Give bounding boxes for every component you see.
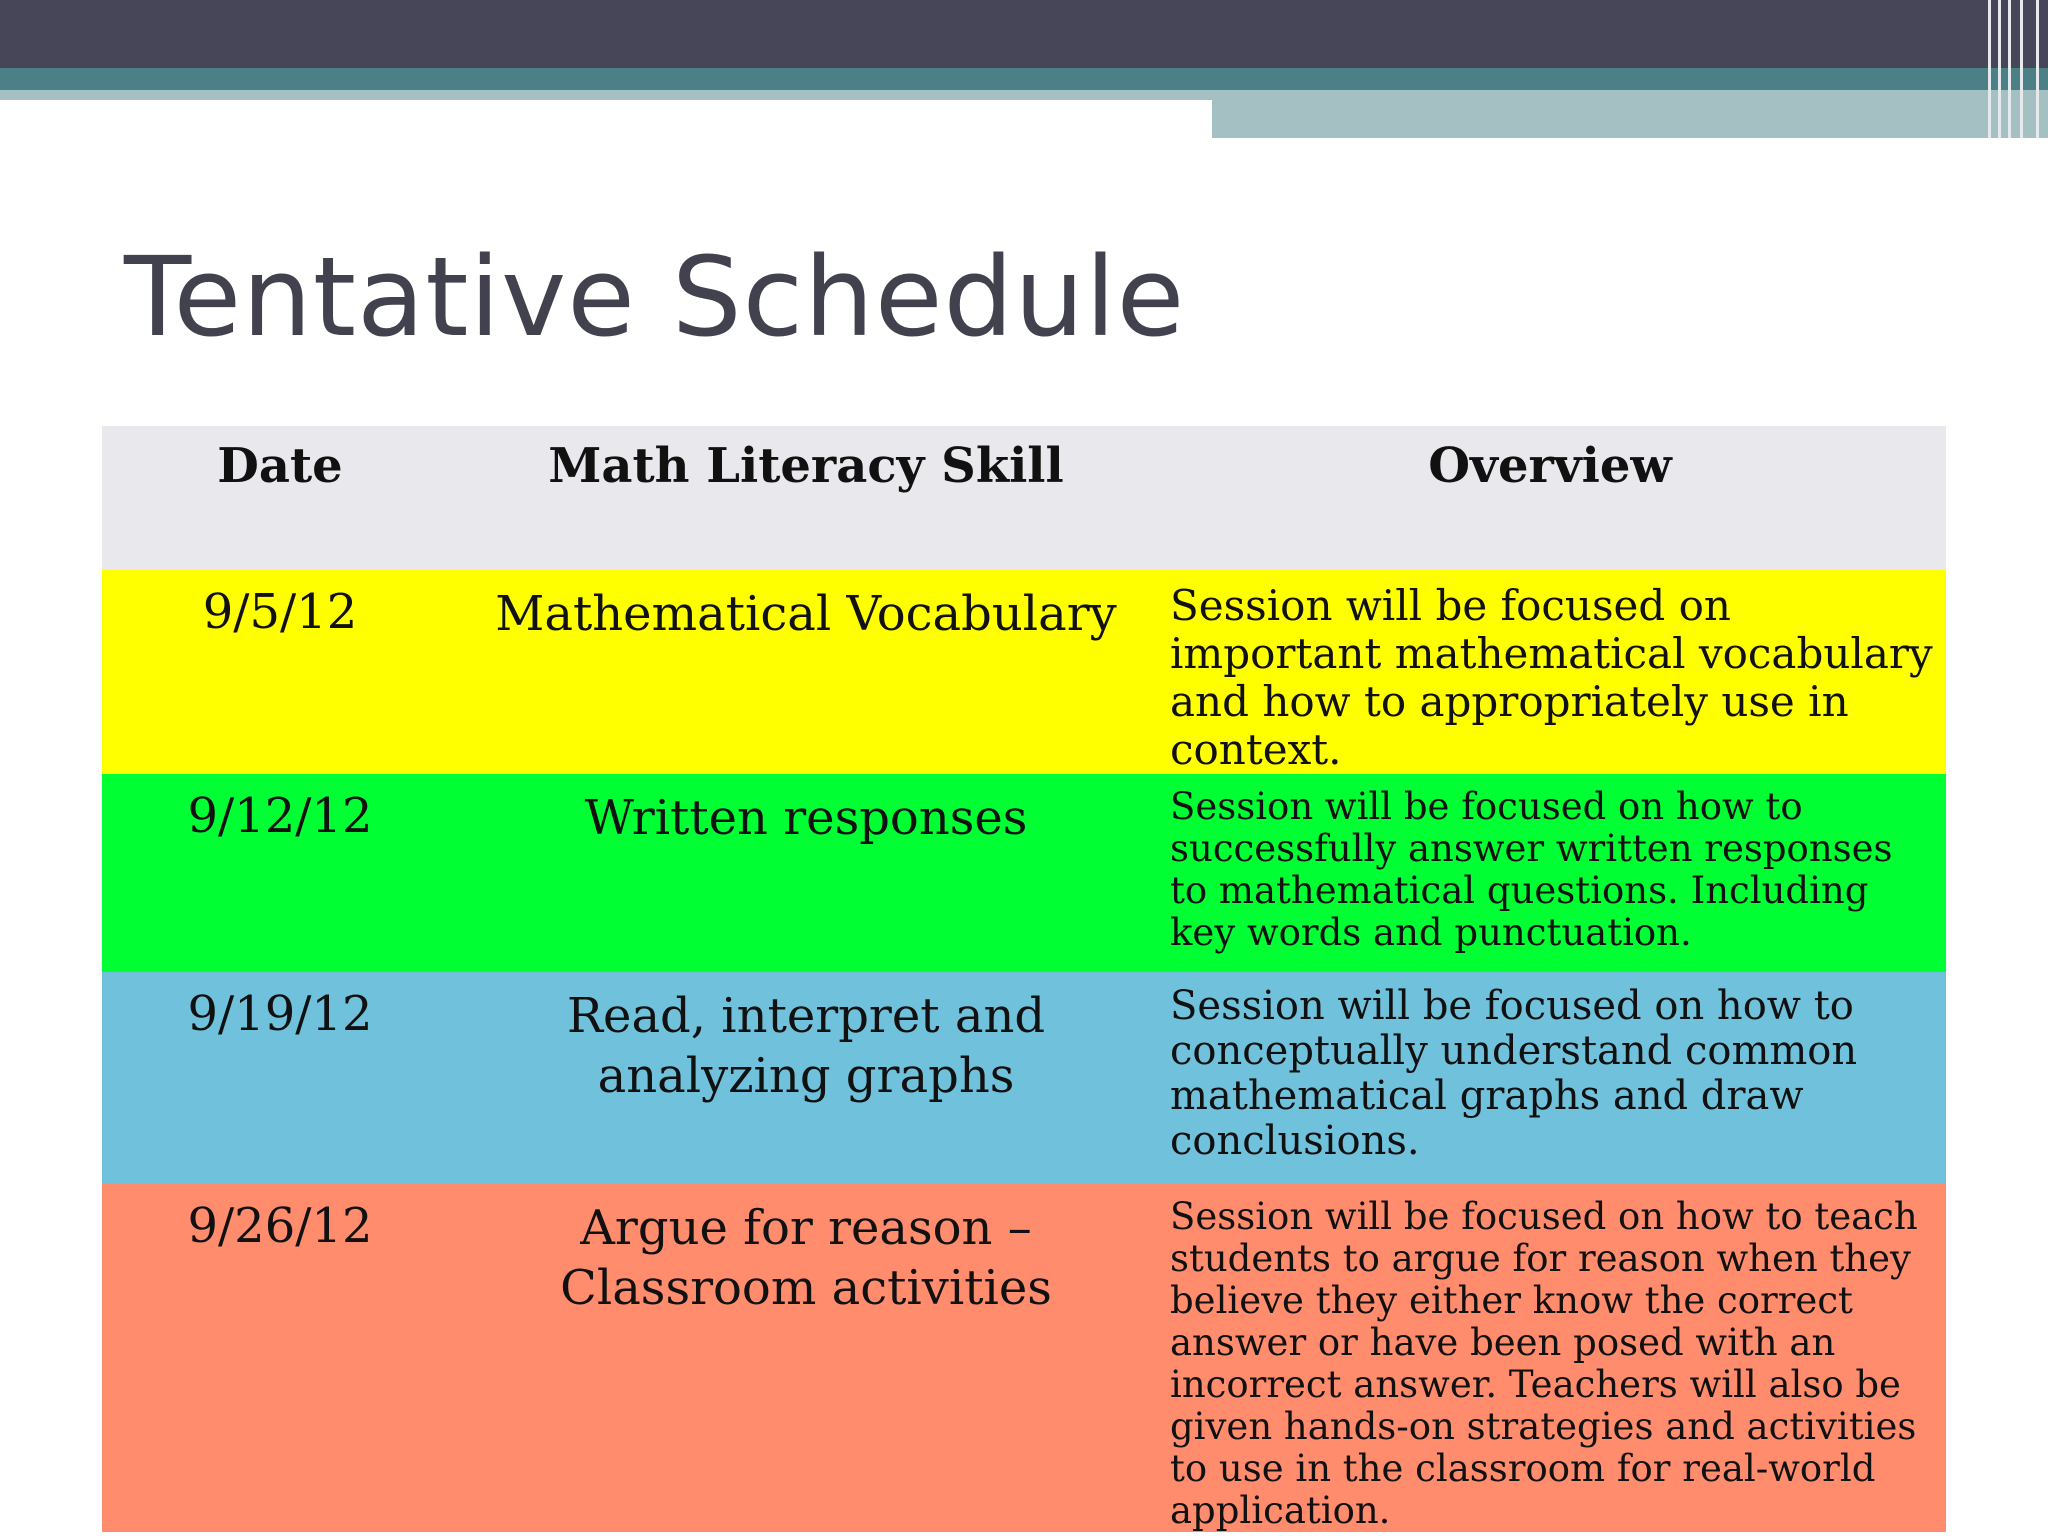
table-row — [102, 774, 1946, 972]
header-teal-bar — [0, 68, 2048, 90]
date-cell: 9/12/12 — [187, 788, 373, 844]
overview-cell: Session will be focused on how to teach students to argue for reason when they believe they either know the correct answer or have been posed with an incorrect answer. Teachers will also be given hands-on strategies and activities to use in the classroom for real-world application. — [1170, 1195, 1918, 1532]
table-row — [102, 570, 1946, 774]
skill-cell: Read, interpret and analyzing graphs — [566, 988, 1046, 1104]
skill-cell: Argue for reason – Classroom activities — [560, 1200, 1052, 1316]
table-row — [102, 972, 1946, 1184]
date-cell: 9/5/12 — [202, 584, 358, 640]
header-light-bar-left — [0, 90, 1212, 100]
header-math-literacy-skill: Math Literacy Skill — [458, 426, 1154, 570]
header-light-bar-right — [1212, 90, 2048, 138]
date-cell: 9/26/12 — [187, 1198, 373, 1254]
slide-title: Tentative Schedule — [124, 233, 1186, 361]
overview-cell: Session will be focused on how to successfully answer written responses to mathematical questions. Including key words and punctuation. — [1170, 785, 1893, 954]
decor-stripe — [2036, 0, 2039, 138]
header-dark-bar — [0, 0, 2048, 68]
overview-cell: Session will be focused on how to conceptually understand common mathematical graphs and draw conclusions. — [1170, 983, 1858, 1164]
date-cell: 9/19/12 — [187, 986, 373, 1042]
skill-cell: Written responses — [584, 790, 1028, 846]
header-overview: Overview — [1154, 426, 1946, 570]
decor-stripe — [1988, 0, 1991, 138]
header-date: Date — [102, 426, 458, 570]
decor-stripe — [2020, 0, 2023, 138]
schedule-table — [102, 426, 1946, 1532]
decor-stripe — [1998, 0, 2001, 138]
decor-stripe — [2008, 0, 2011, 138]
skill-cell: Mathematical Vocabulary — [495, 586, 1117, 642]
table-row — [102, 1184, 1946, 1532]
table-header-row — [102, 426, 1946, 570]
overview-cell: Session will be focused on important mathematical vocabulary and how to appropriately use in context. — [1170, 581, 1933, 774]
